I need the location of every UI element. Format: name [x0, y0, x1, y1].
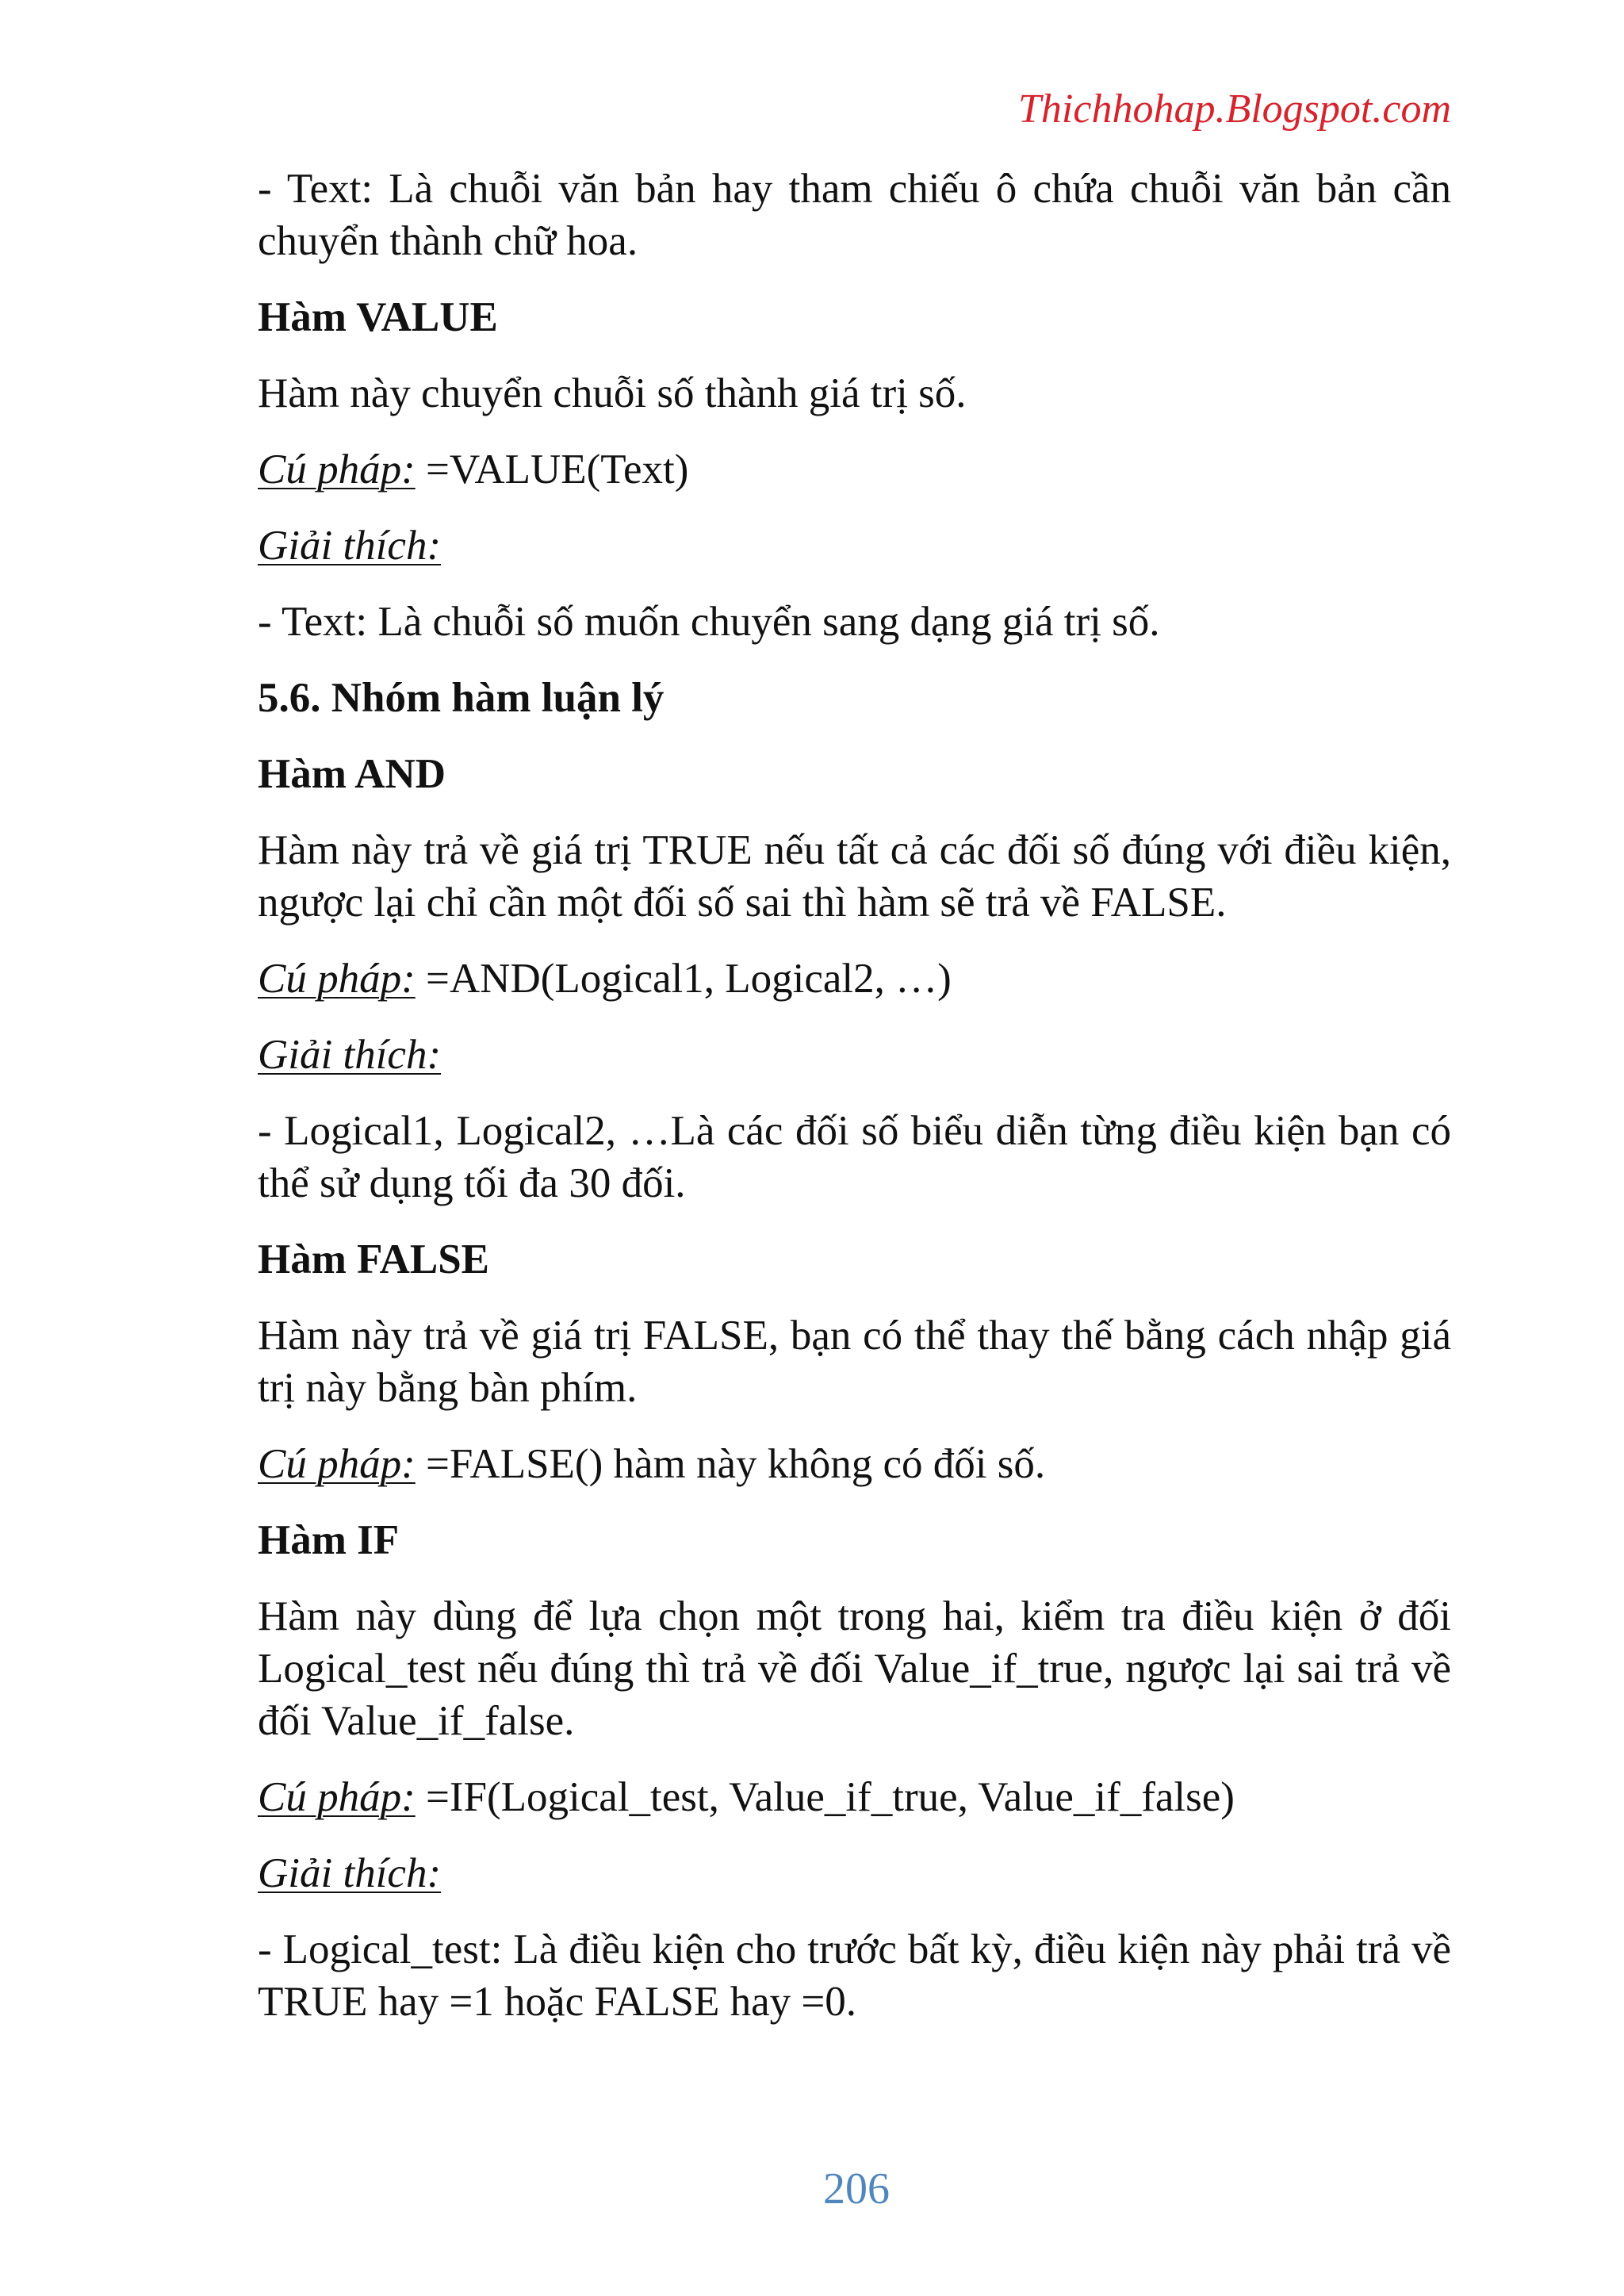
and-description: Hàm này trả về giá trị TRUE nếu tất cả các đối số đúng với điều kiện, ngược lại chỉ cần một đối số sai thì hàm sẽ trả về FALSE. — [258, 827, 1451, 926]
explain-label: Giải thích: — [258, 523, 442, 569]
syntax-label: Cú pháp: — [258, 447, 416, 493]
false-syntax — [258, 1438, 1451, 1490]
heading-false: Hàm FALSE — [258, 1236, 490, 1282]
syntax-formula: =VALUE(Text) — [415, 447, 689, 493]
heading-if: Hàm IF — [258, 1517, 400, 1563]
value-argument: - Text: Là chuỗi số muốn chuyển sang dạng giá trị số. — [258, 599, 1160, 645]
syntax-label: Cú pháp: — [258, 1774, 416, 1820]
heading-value: Hàm VALUE — [258, 294, 498, 340]
and-argument: - Logical1, Logical2, …Là các đối số biểu diễn từng điều kiện bạn có thể sử dụng tối đa 30 đối. — [258, 1108, 1451, 1206]
and-syntax — [258, 953, 1451, 1005]
false-description: Hàm này trả về giá trị FALSE, bạn có thể thay thế bằng cách nhập giá trị này bằng bàn phím. — [258, 1313, 1451, 1411]
value-description: Hàm này chuyển chuỗi số thành giá trị số. — [258, 370, 967, 416]
explain-label: Giải thích: — [258, 1032, 442, 1078]
and-explain — [258, 1029, 1451, 1081]
explain-label: Giải thích: — [258, 1850, 442, 1896]
if-syntax — [258, 1771, 1451, 1823]
syntax-label: Cú pháp: — [258, 956, 416, 1002]
page-content — [258, 163, 1451, 2052]
syntax-formula: =FALSE() hàm này không có đối số. — [415, 1441, 1046, 1487]
syntax-label: Cú pháp: — [258, 1441, 416, 1487]
if-argument: - Logical_test: Là điều kiện cho trước bất kỳ, điều kiện này phải trả về TRUE hay =1 hoặc FALSE hay =0. — [258, 1926, 1451, 2025]
value-explain — [258, 519, 1451, 572]
if-description: Hàm này dùng để lựa chọn một trong hai, kiểm tra điều kiện ở đối Logical_test nếu đúng thì trả về đối Value_if_true, ngược lại sai trả về đối Value_if_false. — [258, 1593, 1451, 1744]
if-explain — [258, 1847, 1451, 1899]
section-title: 5.6. Nhóm hàm luận lý — [258, 675, 665, 721]
text-arg-paragraph: - Text: Là chuỗi văn bản hay tham chiếu ô chứa chuỗi văn bản cần chuyển thành chữ hoa. — [258, 166, 1451, 264]
value-syntax — [258, 443, 1451, 496]
page-number: 206 — [823, 2164, 890, 2214]
syntax-formula: =IF(Logical_test, Value_if_true, Value_if_false) — [415, 1774, 1235, 1820]
site-header: Thichhohap.Blogspot.com — [1018, 86, 1451, 132]
heading-and: Hàm AND — [258, 751, 446, 797]
syntax-formula: =AND(Logical1, Logical2, …) — [415, 956, 952, 1002]
